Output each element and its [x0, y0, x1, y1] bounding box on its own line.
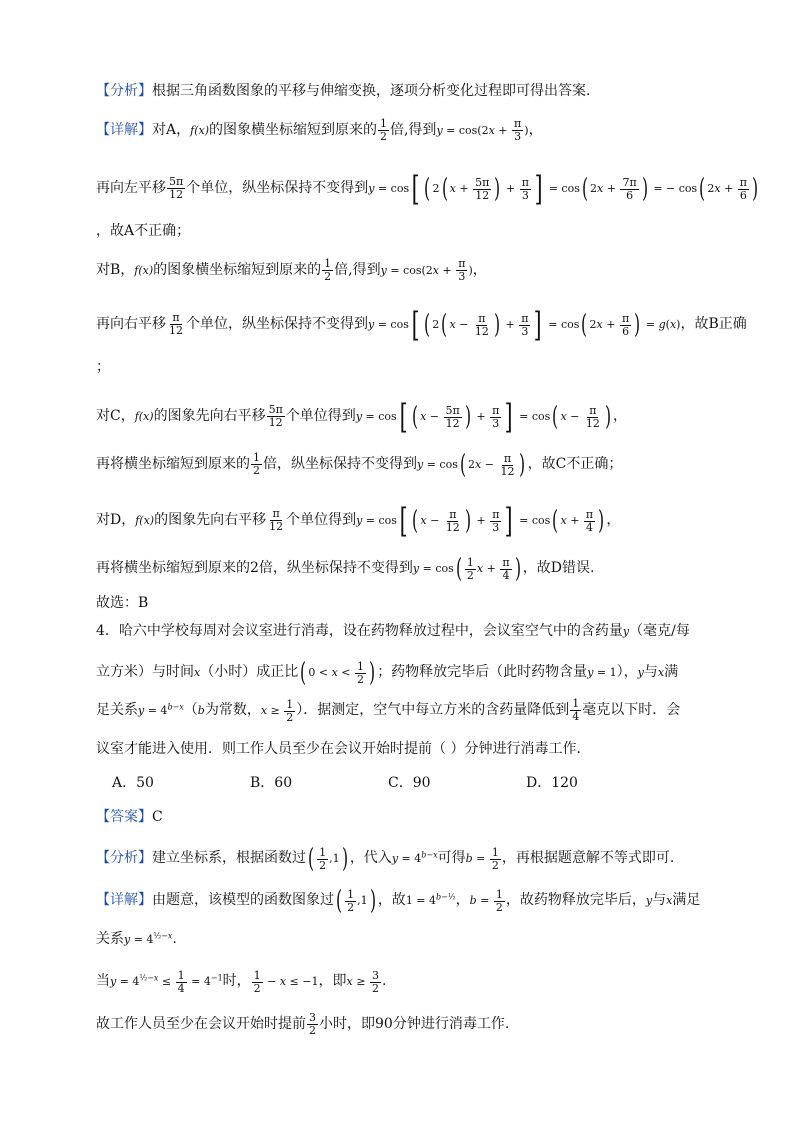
formula: ) [468, 264, 473, 278]
fraction: $\frac{\pi}{3}$ [514, 117, 522, 143]
text: ；药物释放完毕后（此时药物含量 [377, 664, 588, 680]
text: 关系 [96, 931, 124, 947]
formula: $y = 4^{\frac{1}{2}-x}$ ≤ $\frac{1}{4}$ = $4^{-1}$ [110, 969, 223, 995]
detail-c-line1: 对C，f(x)的图象先向右平移 $\frac{5\pi}{12}$ 个单位得到y = cos[ ( x − $\frac{5\pi}{12}$ ) + $\frac{\pi}{3}$ ] = cos( x − $\frac{\pi}{12}$ ) ， [96, 397, 628, 437]
fraction: $\frac{1}{2}$ [379, 117, 387, 143]
text: 满 [664, 664, 679, 680]
text: 议室才能进入使用．则工作人员至少在会议开始时提前（ ）分钟进行消毒工作． [96, 741, 591, 757]
formula: $\frac{1}{2}$ − x ≤ −1 [253, 969, 319, 995]
text: ，再根据题意解不等式即可. [501, 850, 675, 866]
formula: y = cos[ ( x − $\frac{5\pi}{12}$ ) + $\frac{\pi}{3}$ ] = cos( x − $\frac{\pi}{12}$ ) [355, 397, 611, 437]
answer-value: C [152, 809, 163, 825]
detail-a-line3 [96, 224, 190, 238]
fraction: $\frac{1}{2}$ [253, 451, 260, 477]
formula: y [645, 894, 653, 907]
choice-1 [96, 596, 148, 610]
fraction: $\frac{5\pi}{12}$ [169, 174, 184, 201]
fraction: $\frac{\pi}{12}$ [169, 310, 183, 337]
text: ，故B正确 [680, 316, 747, 332]
detail-b-line2 [96, 305, 747, 345]
text: 立方米）与时间 [96, 664, 194, 680]
text: 毫克以下时．会 [582, 702, 681, 719]
fraction: $\frac{\pi}{3}$ [458, 257, 466, 283]
text: ，故A不正确； [96, 223, 191, 239]
formula: f(x) [135, 514, 155, 527]
text: 倍，纵坐标保持不变得到 [263, 456, 417, 473]
formula: $1 = 4^{b-\frac{1}{2}}$ [405, 892, 456, 907]
text: 对A， [152, 122, 191, 139]
text: 可得 [437, 850, 466, 866]
text: 的图象先向右平移 [154, 512, 267, 528]
text: （ [183, 702, 198, 719]
formula: f(x) [134, 410, 154, 423]
text: 由题意，该模型的函数图象过 [152, 892, 334, 908]
text: 小时，即90分钟进行消毒工作. [319, 1016, 510, 1033]
formula: x ≥ $\frac{3}{2}$ [346, 969, 379, 995]
formula: y = cos(2x + [436, 124, 512, 138]
formula: x [657, 666, 665, 679]
text: 再向右平移 [96, 316, 166, 332]
question-4-line1 [96, 624, 690, 638]
text: 建立坐标系，根据函数过 [152, 850, 306, 866]
text: 为常数， [204, 702, 261, 719]
text: ，即 [318, 973, 347, 990]
fraction: $\frac{1}{2}$ [324, 257, 332, 283]
detail-d-line1: 对D，f(x)的图象先向右平移 $\frac{\pi}{12}$ 个单位得到y = cos[ ( x − $\frac{\pi}{12}$ ) + $\frac{\pi}{3}$ ] = cos( x + $\frac{\pi}{4}$ ) ， [96, 501, 621, 541]
question-4-line2 [96, 660, 678, 686]
detail-tag: 【详解】 [96, 892, 152, 908]
detail-a-line1: 【详解】对A，f(x)的图象横坐标缩短到原来的 $\frac{1}{2}$ 倍,得到y = cos(2x + $\frac{\pi}{3}$ )， [96, 117, 543, 143]
text: 个单位，纵坐标保持不变得到 [186, 316, 368, 332]
formula: x ≥ $\frac{1}{2}$ [260, 698, 294, 724]
formula: x [194, 666, 201, 679]
option-a: A．50 [112, 775, 154, 791]
text: ）， [616, 664, 638, 680]
formula: $y = 4^{b-x}$ [391, 850, 438, 865]
option-b: B．60 [250, 775, 293, 791]
formula: ( $\frac{1}{2}$ ,1) [308, 844, 348, 874]
text: 对B， [96, 262, 135, 279]
formula: b = $\frac{1}{2}$ [465, 845, 499, 872]
text: ，故药物释放完毕后， [505, 892, 646, 908]
analysis-tag: 【分析】 [96, 83, 152, 99]
text: 再向左平移 [96, 180, 166, 196]
option-d: D．120 [526, 775, 578, 791]
formula: y = cos( 2x − $\frac{\pi}{12}$ ) [417, 450, 526, 481]
fraction: $\frac{1}{4}$ [572, 697, 580, 723]
formula: f(x) [190, 124, 209, 138]
text: 倍,得到 [334, 262, 381, 279]
formula: b = $\frac{1}{2}$ [469, 887, 503, 914]
conclusion [96, 1012, 509, 1036]
text: 满足 [672, 892, 701, 908]
text: ，故C不正确； [527, 456, 623, 473]
formula: y = cos[ ( 2( x + $\frac{5\pi}{12}$ ) + $\frac{\pi}{3}$ ] = cos( 2x + $\frac{7\pi}{6}$ ) = − cos( 2x + $\frac{\pi}{6}$ ) [368, 169, 759, 209]
text: 再将横坐标缩短到原来的2倍，纵坐标保持不变得到 [96, 560, 413, 576]
text: （毫克/每 [629, 623, 690, 639]
formula: y = cos( $\frac{1}{2}$ x + $\frac{\pi}{4}$ ) [412, 554, 521, 584]
text: 个单位得到 [285, 408, 356, 424]
text: 对C， [96, 408, 135, 424]
detail-tag: 【详解】 [96, 122, 152, 139]
answer-line [96, 810, 163, 824]
formula: y = cos[ ( 2( x − $\frac{\pi}{12}$ ) + $\frac{\pi}{3}$ ] = cos( 2x + $\frac{\pi}{6}$ ) = g(x) [368, 305, 681, 345]
option-c: C．90 [388, 775, 431, 791]
detail-c-line2 [96, 450, 623, 481]
text: 个单位得到 [286, 512, 357, 528]
text: ，故D错误. [522, 560, 595, 576]
text: ，故 [377, 892, 406, 908]
analysis-2 [96, 846, 674, 872]
formula: ( 0 < x < $\frac{1}{2}$ ) [300, 658, 376, 688]
text: ，代入 [349, 850, 392, 866]
text: 个单位，纵坐标保持不变得到 [186, 180, 369, 196]
text: 的图象横坐标缩短到原来的 [153, 262, 322, 279]
fraction: $\frac{3}{2}$ [309, 1011, 316, 1037]
question-4-line4 [96, 742, 590, 756]
analysis-text: 根据三角函数图象的平移与伸缩变换，逐项分析变化过程即可得出答案. [152, 83, 591, 99]
text: 当 [96, 973, 110, 990]
detail-2-line2: 关系$y = 4^{\frac{1}{2}-x}$. [96, 931, 177, 947]
text: 时， [222, 973, 251, 990]
analysis-1 [96, 84, 590, 98]
detail-b-line3 [96, 360, 110, 374]
text: 故工作人员至少在会议开始时提前 [96, 1016, 306, 1033]
fraction: $\frac{\pi}{12}$ [269, 506, 284, 533]
formula: y = cos[ ( x − $\frac{\pi}{12}$ ) + $\frac{\pi}{3}$ ] = cos( x + $\frac{\pi}{4}$ ) [356, 501, 605, 541]
formula: y [622, 625, 630, 638]
formula: y = 1 [587, 666, 617, 679]
text: 与 [652, 892, 667, 908]
options-row [112, 776, 664, 790]
text: ， [455, 892, 470, 908]
formula: $y = 4^{\frac{1}{2}-x}$ [124, 931, 173, 946]
detail-d-line2 [96, 556, 594, 582]
text: 故选：B [96, 595, 149, 611]
formula: b [197, 704, 205, 718]
analysis-tag: 【分析】 [96, 850, 152, 866]
detail-2-line1 [96, 888, 700, 914]
text: ）．据测定，空气中每立方米的含药量降低到 [296, 702, 570, 719]
formula: x [666, 894, 673, 907]
formula: ( $\frac{1}{2}$ ,1) [336, 886, 376, 916]
formula: y = cos(2x + [380, 264, 456, 278]
fraction: $\frac{5\pi}{12}$ [268, 402, 283, 429]
formula: y [637, 666, 644, 679]
text: 对D， [96, 512, 136, 528]
text: 再将横坐标缩短到原来的 [96, 456, 250, 473]
text: 与 [643, 664, 658, 680]
text: 倍,得到 [389, 122, 437, 139]
text: ； [96, 359, 110, 375]
text: 4．哈六中学校每周对会议室进行消毒，设在药物释放过程中，会议室空气中的含药量 [96, 623, 623, 639]
formula: ) [524, 124, 529, 138]
detail-a-line2 [96, 169, 760, 209]
formula: $y = 4^{b-x}$ [138, 702, 184, 718]
text: 足关系 [96, 702, 138, 719]
detail-2-line3: 当$y = 4^{\frac{1}{2}-x}$ ≤ $\frac{1}{4}$ = $4^{-1}$时， $\frac{1}{2}$ − x ≤ −1，即x ≥ $\frac{3}{2}$ . [96, 969, 387, 995]
formula: f(x) [134, 264, 154, 278]
detail-b-line1: 对B，f(x)的图象横坐标缩短到原来的 $\frac{1}{2}$ 倍,得到y = cos(2x + $\frac{\pi}{3}$ )， [96, 257, 487, 283]
answer-tag: 【答案】 [96, 809, 152, 825]
text: 的图象横坐标缩短到原来的 [208, 122, 377, 139]
question-4-line3 [96, 698, 680, 723]
text: （小时）成正比 [200, 664, 299, 680]
text: 的图象先向右平移 [153, 408, 266, 424]
